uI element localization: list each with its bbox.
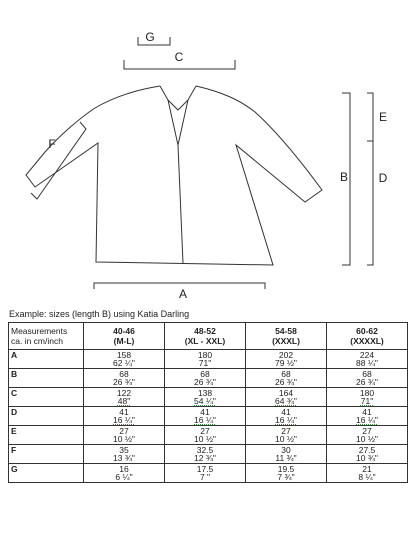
e-dimension-bracket	[367, 93, 373, 141]
size-header: 54-58 (XXXL)	[246, 323, 327, 350]
table-cell: 27 10 ½"	[84, 426, 165, 445]
table-cell: 19.5 7 ¾"	[246, 464, 327, 483]
table-row	[9, 369, 408, 388]
table-cell: 164 64 ¾"	[246, 388, 327, 407]
row-label: B	[9, 369, 84, 388]
table-header-row	[9, 323, 408, 350]
table-row	[9, 350, 408, 369]
neckline-inner	[168, 100, 188, 110]
table-cell: 122 48"	[84, 388, 165, 407]
label-d: D	[378, 171, 388, 185]
table-cell: 17.5 7 "	[165, 464, 246, 483]
size-header: 48-52 (XL - XXL)	[165, 323, 246, 350]
table-cell: 41 16 ¼"	[84, 407, 165, 426]
table-cell: 27 10 ½"	[246, 426, 327, 445]
table-row	[9, 445, 408, 464]
sizing-caption: Example: sizes (length B) using Katia Darling	[9, 309, 190, 319]
d-dimension-bracket	[367, 141, 373, 265]
table-cell: 68 26 ¾"	[84, 369, 165, 388]
table-cell: 41 16 ¼"	[327, 407, 408, 426]
size-header: 60-62 (XXXXL)	[327, 323, 408, 350]
size-measurement-table	[8, 322, 408, 483]
table-cell: 27 10 ½"	[327, 426, 408, 445]
table-cell: 32.5 12 ¾"	[165, 445, 246, 464]
row-label: A	[9, 350, 84, 369]
label-e: E	[378, 110, 388, 124]
row-label: E	[9, 426, 84, 445]
f-dimension-bracket	[31, 122, 86, 199]
table-cell: 30 11 ¾"	[246, 445, 327, 464]
table-cell: 41 16 ¼"	[165, 407, 246, 426]
size-header: 40-46 (M-L)	[84, 323, 165, 350]
table-row	[9, 426, 408, 445]
row-label: G	[9, 464, 84, 483]
table-row	[9, 407, 408, 426]
table-cell: 21 8 ¼"	[327, 464, 408, 483]
table-cell: 27.5 10 ¾"	[327, 445, 408, 464]
table-cell: 41 16 ¼"	[246, 407, 327, 426]
label-f: F	[48, 137, 56, 151]
table-cell: 138 54 ¼"	[165, 388, 246, 407]
table-row	[9, 388, 408, 407]
table-cell: 16 6 ¼"	[84, 464, 165, 483]
label-b: B	[339, 170, 348, 184]
measurements-header: Measurements ca. in cm/inch	[9, 323, 84, 350]
label-c: C	[174, 50, 184, 64]
table-cell: 224 88 ¼"	[327, 350, 408, 369]
table-cell: 68 26 ¾"	[165, 369, 246, 388]
table-cell: 202 79 ½"	[246, 350, 327, 369]
label-a: A	[178, 287, 188, 301]
table-cell: 68 26 ¾"	[246, 369, 327, 388]
table-cell: 180 71"	[327, 388, 408, 407]
table-cell: 27 10 ½"	[165, 426, 246, 445]
row-label: D	[9, 407, 84, 426]
row-label: C	[9, 388, 84, 407]
table-cell: 180 71"	[165, 350, 246, 369]
table-cell: 158 62 ¼"	[84, 350, 165, 369]
neckline-v	[160, 86, 196, 145]
label-g: G	[145, 30, 155, 44]
front-opening-line	[178, 145, 183, 263]
table-row	[9, 464, 408, 483]
table-cell: 35 13 ¾"	[84, 445, 165, 464]
garment-outline	[26, 86, 322, 265]
table-cell: 68 26 ¾"	[327, 369, 408, 388]
row-label: F	[9, 445, 84, 464]
